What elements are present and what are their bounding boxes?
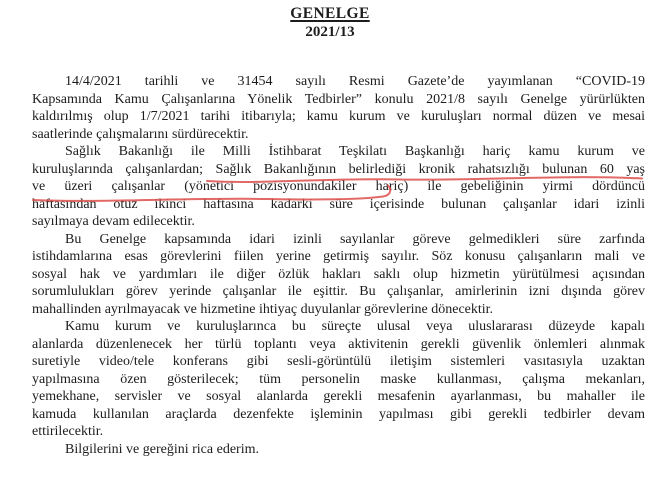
document-line: Bu Genelge kapsamında idari izinli sayılanlar göreve gelmedikleri süre zarfında — [65, 231, 645, 247]
document-line: yemekhane, servisler ve sosyal alanlarda gerekli mesafenin ayarlanması, bu mahaller ile — [32, 389, 645, 404]
document-line: alanlarda düzenlenecek her türlü toplantı veya aktivitenin gerekli güvenlik önlemleri alınmak — [32, 336, 645, 352]
document-line: Bilgilerini ve gereğini rica ederim. — [65, 441, 259, 457]
document-line: yapılmasına özen gösterilecek; tüm personelin maske kullanması, çalışma mekanları, — [32, 371, 645, 387]
document-line: Kapsamında Kamu Çalışanlarına Yönelik Tedbirler” konulu 2021/8 sayılı Genelge yürürlükten — [32, 91, 645, 107]
document-line: kaldırılmış olup 1/7/2021 tarihi itibarıyla; kamu kurum ve kuruluşları normal düzen ve mesai — [32, 109, 645, 124]
circular-number: 2021/13 — [305, 24, 355, 40]
document-line: sorumlulukları görev yerinde çalışanlar ile eşittir. Bu çalışanlar, amirlerinin izni dışında görev — [32, 284, 645, 299]
document-line: 14/4/2021 tarihli ve 31454 sayılı Resmi Gazete’de yayımlanan “COVID-19 — [65, 74, 645, 89]
document-line: istihdamlarına esas görevlerini fiilen yerine getirmiş sayılır. Söz konusu çalışanların mali ve — [32, 249, 645, 264]
document-line: sayılmaya devam edilecektir. — [32, 214, 195, 229]
document-line: ve üzeri çalışanlar (yönetici pozisyonundakiler hariç) ile gebeliğinin yirmi dördüncü — [32, 179, 645, 194]
circular-title: GENELGE — [290, 5, 370, 22]
document-line: Kamu kurum ve kuruluşlarınca bu süreçte ulusal veya uluslararası düzeyde kapalı — [65, 319, 645, 334]
document-line: suretiyle video/tele konferans gibi sesli-görüntülü iletişim sistemleri vasıtasıyla uzaktan — [32, 354, 645, 369]
document-line: kamuda kullanılan araçlarda dezenfekte işleminin yapılması gibi gerekli tedbirler devam — [32, 406, 645, 422]
document-line: haftasından otuz ikinci haftasına kadarki süre içerisinde bulunan çalışanlar idari izinli — [32, 196, 645, 212]
document-line: sosyal hak ve yardımları ile diğer özlük hakları saklı olup hizmetin yürütülmesi açısından — [32, 266, 645, 282]
document-line: kuruluşlarında çalışanlardan; Sağlık Bakanlığının belirlediği kronik rahatsızlığı bulunan 60 yaş — [32, 161, 645, 177]
document-body — [32, 73, 645, 458]
title-block — [0, 4, 660, 41]
document-line: ettirilecektir. — [32, 424, 104, 439]
document-line: Sağlık Bakanlığı ile Milli İstihbarat Teşkilatı Başkanlığı hariç kamu kurum ve — [65, 144, 645, 159]
document-line: mahallinden ayrılmayacak ve hizmetine ihtiyaç duyulanlar görevlerine dönecektir. — [32, 301, 494, 317]
document-line: saatlerinde çalışmalarını sürdürecektir. — [32, 126, 249, 142]
